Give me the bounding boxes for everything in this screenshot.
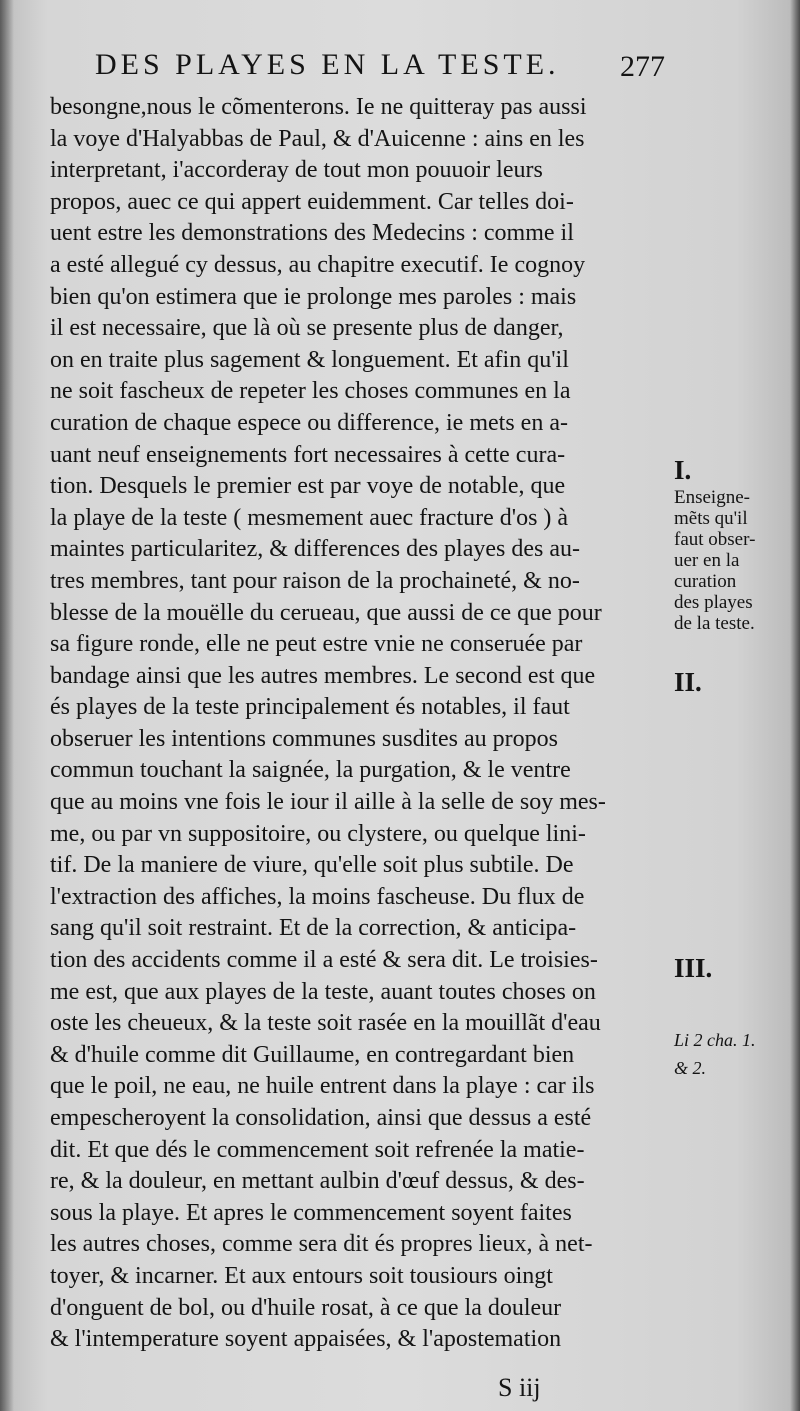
marginal-note-line: curation bbox=[674, 571, 737, 592]
text-line: me, ou par vn suppositoire, ou clystere, ou quelque lini- bbox=[50, 820, 586, 847]
running-title: DES PLAYES EN LA TESTE. bbox=[95, 48, 560, 81]
text-line: me est, que aux playes de la teste, auant toutes choses on bbox=[50, 978, 596, 1005]
marginal-reference-line: & 2. bbox=[674, 1058, 707, 1078]
text-line: curation de chaque espece ou difference, ie mets en a- bbox=[50, 409, 568, 436]
marginal-note-line: mẽts qu'il bbox=[674, 508, 748, 529]
text-line: commun touchant la saignée, la purgation, & le ventre bbox=[50, 757, 571, 784]
text-line: la voye d'Halyabbas de Paul, & d'Auicenne : ains en les bbox=[50, 125, 585, 152]
page-gutter-shadow bbox=[0, 0, 14, 1411]
text-line: les autres choses, comme sera dit és propres lieux, à net- bbox=[50, 1231, 593, 1258]
text-line: d'onguent de bol, ou d'huile rosat, à ce que la douleur bbox=[50, 1294, 562, 1321]
page-number: 277 bbox=[620, 50, 665, 83]
text-line: interpretant, i'accorderay de tout mon pouuoir leurs bbox=[50, 157, 543, 184]
text-line: toyer, & incarner. Et aux entours soit tousiours oingt bbox=[50, 1262, 553, 1289]
page-edge-shadow bbox=[790, 0, 800, 1411]
text-line: tion des accidents comme il a esté & sera dit. Le troisies- bbox=[50, 947, 598, 974]
text-line: tion. Desquels le premier est par voye de notable, que bbox=[50, 473, 566, 500]
marginal-note-line: Enseigne- bbox=[674, 487, 750, 508]
text-line: re, & la douleur, en mettant aulbin d'œuf dessus, & des- bbox=[50, 1168, 585, 1195]
text-line: on en traite plus sagement & longuement. Et afin qu'il bbox=[50, 346, 569, 373]
text-line: l'extraction des affiches, la moins fascheuse. Du flux de bbox=[50, 883, 585, 910]
marginal-note-line: des playes bbox=[674, 592, 753, 613]
text-line: dit. Et que dés le commencement soit refrenée la matie- bbox=[50, 1136, 585, 1163]
text-line: bandage ainsi que les autres membres. Le second est que bbox=[50, 662, 596, 689]
marginal-reference-line: Li 2 cha. 1. bbox=[674, 1030, 756, 1050]
text-line: sous la playe. Et apres le commencement soyent faites bbox=[50, 1199, 572, 1226]
text-line: tif. De la maniere de viure, qu'elle soit plus subtile. De bbox=[50, 852, 574, 879]
marginal-note-line: de la teste. bbox=[674, 613, 755, 634]
text-line: ne soit fascheux de repeter les choses communes en la bbox=[50, 378, 571, 405]
text-line: que au moins vne fois le iour il aille à la selle de soy mes- bbox=[50, 789, 606, 816]
text-line: la playe de la teste ( mesmement auec fracture d'os ) à bbox=[50, 504, 569, 531]
text-line: & l'intemperature soyent appaisées, & l'apostemation bbox=[50, 1326, 562, 1353]
signature-mark: S iij bbox=[498, 1373, 541, 1402]
marginal-numeral-2: II. bbox=[674, 667, 702, 697]
text-line: maintes particularitez, & differences des playes des au- bbox=[50, 536, 581, 563]
text-line: il est necessaire, que là où se presente plus de danger, bbox=[50, 315, 564, 342]
text-line: oste les cheueux, & la teste soit rasée en la mouillãt d'eau bbox=[50, 1010, 601, 1037]
marginal-numeral-1: I. bbox=[674, 455, 692, 485]
text-line: és playes de la teste principalement és notables, il faut bbox=[50, 694, 570, 721]
text-line: bien qu'on estimera que ie prolonge mes paroles : mais bbox=[50, 283, 577, 310]
text-line: a esté allegué cy dessus, au chapitre executif. Ie cognoy bbox=[50, 251, 586, 278]
text-line: uant neuf enseignements fort necessaires à cette cura- bbox=[50, 441, 566, 468]
text-line: sang qu'il soit restraint. Et de la correction, & anticipa- bbox=[50, 915, 577, 942]
text-line: & d'huile comme dit Guillaume, en contregardant bien bbox=[50, 1041, 575, 1068]
text-line: tres membres, tant pour raison de la prochaineté, & no- bbox=[50, 567, 580, 594]
text-line: sa figure ronde, elle ne peut estre vnie ne conseruée par bbox=[50, 631, 583, 658]
marginal-numeral-3: III. bbox=[674, 953, 713, 983]
text-line: blesse de la mouëlle du cerueau, que aussi de ce que pour bbox=[50, 599, 602, 626]
text-line: uent estre les demonstrations des Medecins : comme il bbox=[50, 220, 574, 247]
marginal-note-line: uer en la bbox=[674, 550, 740, 571]
text-line: besongne,nous le cõmenterons. Ie ne quitteray pas aussi bbox=[50, 94, 587, 120]
text-line: obseruer les intentions communes susdites au propos bbox=[50, 725, 558, 752]
marginal-note-line: faut obser- bbox=[674, 529, 756, 550]
text-line: empescheroyent la consolidation, ainsi que dessus a esté bbox=[50, 1105, 592, 1131]
body-text bbox=[50, 92, 670, 1356]
marginal-reference bbox=[674, 1026, 756, 1082]
marginal-note bbox=[674, 487, 755, 634]
text-line: propos, auec ce qui appert euidemment. Car telles doi- bbox=[50, 188, 574, 215]
text-line: que le poil, ne eau, ne huile entrent dans la playe : car ils bbox=[50, 1073, 595, 1100]
